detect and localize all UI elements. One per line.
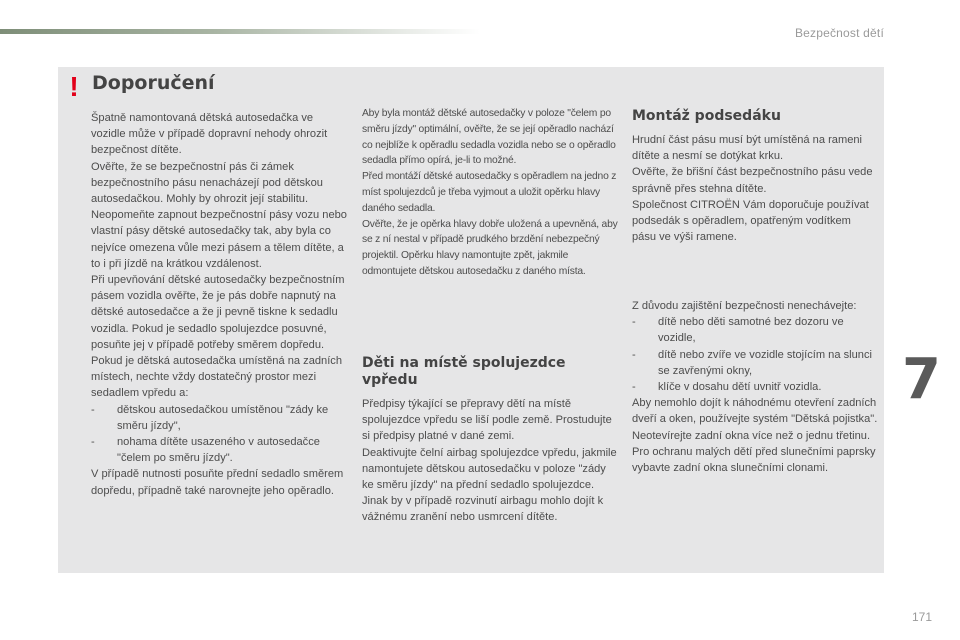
- paragraph: Ověřte, že je opěrka hlavy dobře uložená a upevněná, aby se z ní nestal v případě prudkého brzdění nebezpečný projektil. Opěrku hlavy namontujte zpět, jakmile odmontujete dětskou autosedačku z daného místa.: [362, 218, 618, 277]
- column-3-lower: [632, 298, 878, 476]
- list-marker: -: [632, 316, 636, 329]
- list-item: [91, 402, 347, 434]
- paragraph: Jinak by v případě rozvinutí airbagu mohlo dojít k vážnému zranění nebo usmrcení dítěte.: [362, 495, 604, 524]
- paragraph: Neopomeňte zapnout bezpečnostní pásy vozu nebo vlastní pásy dětské autosedačky tak, aby byla co nejvíce omezena vůle mezi pásem a tělem dítěte, a to i při jízdě na krátkou vzdálenost.: [91, 209, 347, 270]
- paragraph: Aby nemohlo dojít k náhodnému otevření zadních dveří a oken, používejte systém "Dětská pojistka".: [632, 397, 878, 426]
- paragraph: Při upevňování dětské autosedačky bezpečnostním pásem vozidla ověřte, že je pás dobře napnutý na dětské autosedačce a že ji pevně tiskne k sedadlu vozidla. Pokud je sedadlo spolujezdce posuvné, posuňte jej v případě potřeby směrem dopředu.: [91, 274, 345, 351]
- panel-title: Doporučení: [92, 72, 215, 94]
- exclamation-icon: !: [69, 71, 79, 102]
- list-item: [632, 314, 878, 346]
- chapter-number: 7: [902, 347, 941, 412]
- paragraph: Předpisy týkající se přepravy dětí na místě spolujezdce vpředu se liší podle země. Prostudujte si předpisy platné v dané zemi.: [362, 398, 612, 443]
- header-gradient-bar: [0, 29, 480, 34]
- list-item: [91, 434, 347, 466]
- page-number: 171: [912, 610, 933, 624]
- list-marker: -: [632, 381, 636, 394]
- column-2: [362, 106, 618, 280]
- column-2-lower: [362, 396, 618, 526]
- list-item-text: dětskou autosedačkou umístěnou "zády ke směru jízdy",: [117, 403, 329, 432]
- paragraph: Ověřte, že se bezpečnostní pás či zámek bezpečnostního pásu nenacházejí pod dětskou autosedačkou. Mohly by ohrozit její stabilitu.: [91, 160, 323, 206]
- paragraph: Hrudní část pásu musí být umístěná na rameni dítěte a nesmí se dotýkat krku.: [632, 134, 862, 163]
- list-item: [632, 379, 878, 395]
- paragraph: Z důvodu zajištění bezpečnosti nenechávejte:: [632, 300, 857, 312]
- paragraph: Neotevírejte zadní okna více než o jednu třetinu.: [632, 429, 871, 442]
- section-title: Bezpečnost dětí: [794, 26, 884, 40]
- list-marker: -: [632, 348, 636, 361]
- paragraph: Ověřte, že břišní část bezpečnostního pásu vede správně přes stehna dítěte.: [632, 166, 873, 195]
- list-item-text: dítě nebo děti samotné bez dozoru ve vozidle,: [658, 316, 844, 345]
- paragraph: Společnost CITROËN Vám doporučuje používat podsedák s opěradlem, opatřeným vodítkem pásu ve výši ramene.: [632, 198, 869, 244]
- list-item-text: nohama dítěte usazeného v autosedačce "čelem po směru jízdy".: [117, 436, 320, 465]
- paragraph: V případě nutnosti posuňte přední sedadlo směrem dopředu, případně také narovnejte jeho opěradlo.: [91, 468, 344, 497]
- heading-booster-seat: Montáž podsedáku: [632, 108, 781, 124]
- list-marker: -: [91, 403, 95, 416]
- list-item-text: klíče v dosahu dětí uvnitř vozidla.: [658, 381, 822, 394]
- list-item: [632, 347, 878, 379]
- paragraph: Deaktivujte čelní airbag spolujezdce vpředu, jakmile namontujete dětskou autosedačku v poloze "zády ke směru jízdy" na přední sedadlo spolujezdce.: [362, 446, 617, 492]
- column-1: [91, 110, 347, 499]
- paragraph: Před montáží dětské autosedačky s opěradlem na jedno z míst spolujezdců je třeba vyjmout a uložit opěrku hlavy daného sedadla.: [362, 171, 617, 214]
- heading-front-passenger: Děti na místě spolujezdce vpředu: [362, 355, 566, 388]
- list-marker: -: [91, 436, 95, 449]
- column-3: [632, 132, 878, 245]
- paragraph: Špatně namontovaná dětská autosedačka ve vozidle může v případě dopravní nehody ohrozit bezpečnost dítěte.: [91, 112, 328, 157]
- paragraph: Aby byla montáž dětské autosedačky v poloze "čelem po směru jízdy" optimální, ověřte, že se její opěradlo nachází co nejblíže k opěradlu sedadla vozidla nebo se o opěradlo sedadla přímo opírá, je-li to možné.: [362, 108, 616, 167]
- list-item-text: dítě nebo zvíře ve vozidle stojícím na slunci se zavřenými okny,: [658, 348, 872, 377]
- paragraph: Pokud je dětská autosedačka umístěná na zadních místech, nechte vždy dostatečný prostor mezi sedadlem vpředu a:: [91, 355, 343, 400]
- paragraph: Pro ochranu malých dětí před slunečními paprsky vybavte zadní okna slunečními clonami.: [632, 445, 876, 475]
